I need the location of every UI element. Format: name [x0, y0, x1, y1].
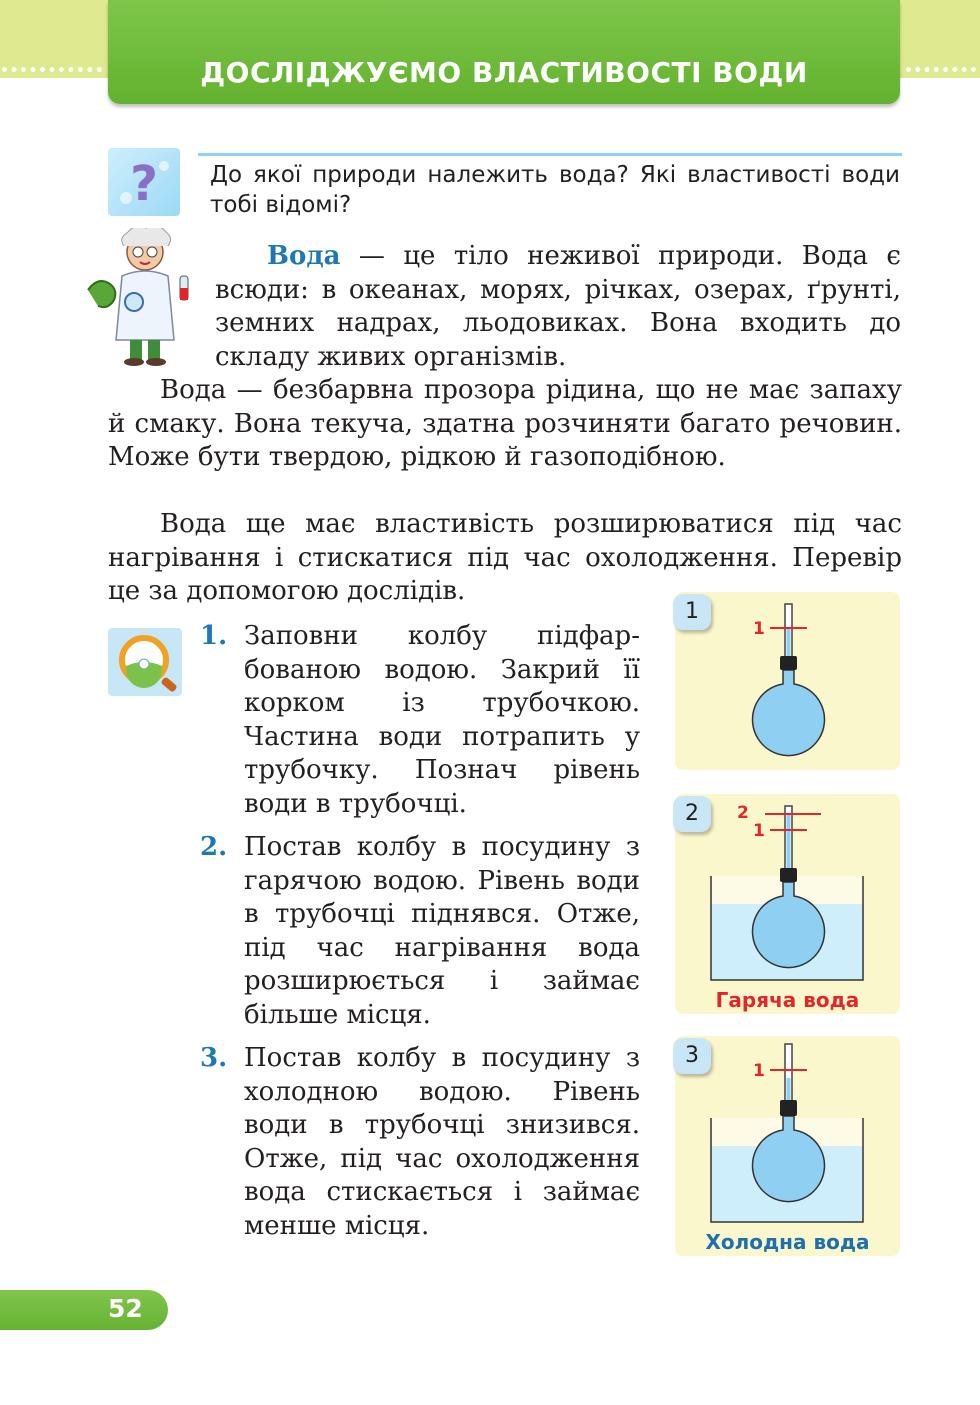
dots-right — [906, 67, 976, 80]
question-text: До якої природи належить вода? Які властивості води тобі відомі? — [210, 162, 900, 218]
experiment-steps — [200, 620, 640, 1253]
intro-paragraph-2: Вода — безбарвна прозора рідина, що не має запаху й смаку. Вона текуча, здатна розчиняти багато речовин. Може бути твердою, рідкою й газоподібною. — [108, 375, 902, 472]
panel-badge: 2 — [673, 796, 711, 832]
step-text: Постав колбу в посудину з гарячою водою. Рівень води в трубочці піднявся. Отже, під час нагрівання вода розширюється і займає більше місця. — [244, 832, 640, 1030]
hot-water-caption: Гаряча вода — [715, 988, 860, 1012]
question-divider — [198, 153, 902, 156]
step-item — [200, 1042, 640, 1243]
magnifier-experiment-icon — [108, 628, 182, 696]
step-number: 3. — [200, 1043, 228, 1073]
intro-paragraph-3: Вода ще має властивість розширюватися під час нагрівання і стискатися під час охолодження. Перевір це за допомогою дослідів. — [108, 509, 902, 606]
step-number: 1. — [200, 621, 228, 651]
question-mark-icon — [108, 148, 180, 216]
dots-left — [2, 67, 102, 80]
experiment-panel-2 — [675, 794, 900, 1014]
page-number: 52 — [108, 1294, 143, 1323]
intro-paragraph-1 — [215, 240, 901, 374]
panel-badge: 1 — [673, 594, 711, 630]
intro-paragraph-1-rest: — це тіло неживої природи. Вода є всюди: в океанах, морях, річках, озерах, ґрунті, земних надрах, льодовиках. Вона входить до складу живих організмів. — [215, 241, 901, 372]
step-item — [200, 620, 640, 821]
page-number-tab — [0, 1290, 168, 1330]
step-text: Заповни колбу підфарбованою водою. Закрий її корком із трубочкою. Частина води потрапить у трубочку. Познач рівень води в трубочці. — [244, 621, 640, 819]
level-mark-1: 1 — [753, 1061, 765, 1081]
panel-badge: 3 — [673, 1038, 711, 1074]
level-mark-2: 2 — [737, 803, 749, 823]
keyword-water: Вода — [267, 241, 341, 271]
header-banner — [108, 0, 900, 104]
step-item — [200, 831, 640, 1032]
experiment-panel-3 — [675, 1036, 900, 1256]
experiment-panel-1 — [675, 592, 900, 770]
step-number: 2. — [200, 832, 228, 862]
svg-text:?: ? — [130, 156, 158, 212]
professor-illustration-icon — [82, 228, 207, 368]
cold-water-caption: Холодна вода — [705, 1230, 870, 1254]
page-title: ДОСЛІДЖУЄМО ВЛАСТИВОСТІ ВОДИ — [200, 56, 808, 89]
step-text: Постав колбу в посудину з холодною водою. Рівень води в трубочці знизився. Отже, під час охолодження вода стискається і займає менше місця. — [244, 1043, 640, 1241]
level-mark-1: 1 — [753, 821, 765, 841]
level-mark-1: 1 — [753, 619, 765, 639]
